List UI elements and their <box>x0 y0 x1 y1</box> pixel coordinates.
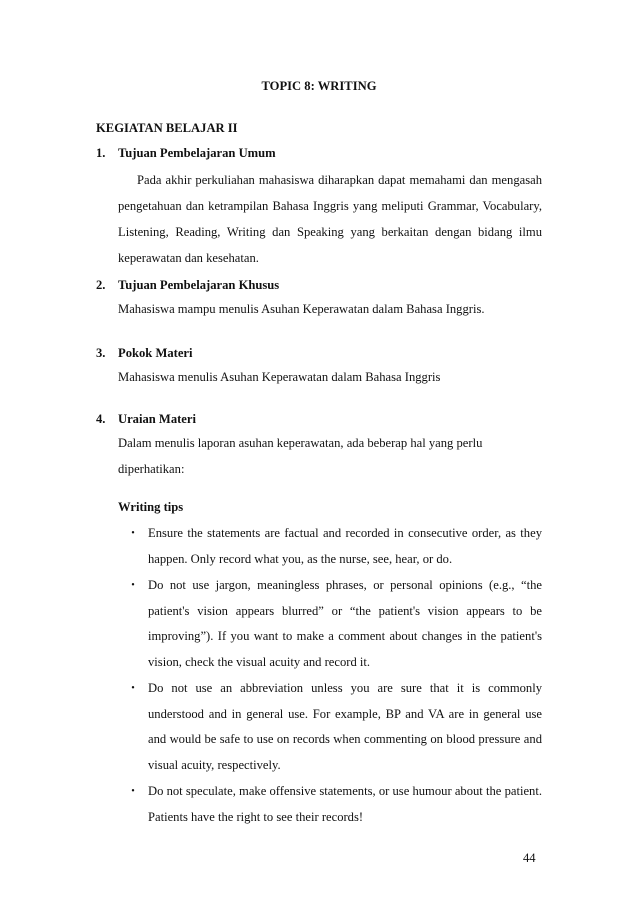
section-1 <box>96 143 542 271</box>
section-1-title: Tujuan Pembelajaran Umum <box>118 146 276 160</box>
section-2-heading <box>96 275 542 295</box>
section-2-number: 2. <box>96 278 106 292</box>
section-4-title: Uraian Materi <box>118 412 196 426</box>
section-2-body: Mahasiswa mampu menulis Asuhan Keperawatan dalam Bahasa Inggris. <box>118 302 485 316</box>
section-1-body: Pada akhir perkuliahan mahasiswa diharapkan dapat memahami dan mengasah pengetahuan dan ketrampilan Bahasa Inggris yang meliputi Grammar, Vocabulary, Listening, Reading, Writing dan Speaking yang berkaitan dengan bidang ilmu keperawatan dan kesehatan. <box>118 173 542 265</box>
writing-tips-list <box>118 521 542 830</box>
section-3-title: Pokok Materi <box>118 346 193 360</box>
section-3 <box>96 343 542 390</box>
list-item <box>118 521 542 572</box>
section-4-body-line-2: diperhatikan: <box>118 462 185 476</box>
bullet-icon: • <box>131 528 135 539</box>
list-item <box>118 573 542 675</box>
section-4 <box>96 409 542 482</box>
tip-text: Do not use jargon, meaningless phrases, or personal opinions (e.g., “the patient's vision appears blurred” or “the patient's vision appears to be improving”). If you want to make a comment about changes in the patient's vision, check the visual acuity and record it. <box>148 578 542 669</box>
tip-text: Do not speculate, make offensive statements, or use humour about the patient. Patients have the right to see their records! <box>148 784 542 824</box>
writing-tips-heading: Writing tips <box>118 500 184 514</box>
list-item <box>118 676 542 778</box>
list-item <box>118 779 542 830</box>
tip-text: Do not use an abbreviation unless you are sure that it is commonly understood and in general use. For example, BP and VA are in general use and would be safe to use on records when commenting on blood pressure and visual acuity, respectively. <box>148 681 542 772</box>
section-4-number: 4. <box>96 412 106 426</box>
page-title: TOPIC 8: WRITING <box>261 79 377 93</box>
section-2 <box>96 275 542 322</box>
section-2-title: Tujuan Pembelajaran Khusus <box>118 278 280 292</box>
section-4-body-line-1: Dalam menulis laporan asuhan keperawatan, ada beberap hal yang perlu <box>118 436 483 450</box>
bullet-icon: • <box>131 580 135 591</box>
section-1-heading <box>96 143 542 163</box>
section-1-number: 1. <box>96 146 106 160</box>
section-3-heading <box>96 343 542 363</box>
section-4-heading <box>96 409 542 429</box>
kegiatan-heading: KEGIATAN BELAJAR II <box>96 121 238 135</box>
bullet-icon: • <box>131 786 135 797</box>
writing-tips-container <box>118 497 542 830</box>
page-number: 44 <box>523 851 536 865</box>
writing-tips <box>96 497 542 831</box>
bullet-icon: • <box>131 683 135 694</box>
section-3-body: Mahasiswa menulis Asuhan Keperawatan dalam Bahasa Inggris <box>118 370 441 384</box>
section-3-number: 3. <box>96 346 106 360</box>
section-4-body <box>118 430 542 482</box>
tip-text: Ensure the statements are factual and recorded in consecutive order, as they happen. Only record what you, as the nurse, see, hear, or do. <box>148 526 542 566</box>
